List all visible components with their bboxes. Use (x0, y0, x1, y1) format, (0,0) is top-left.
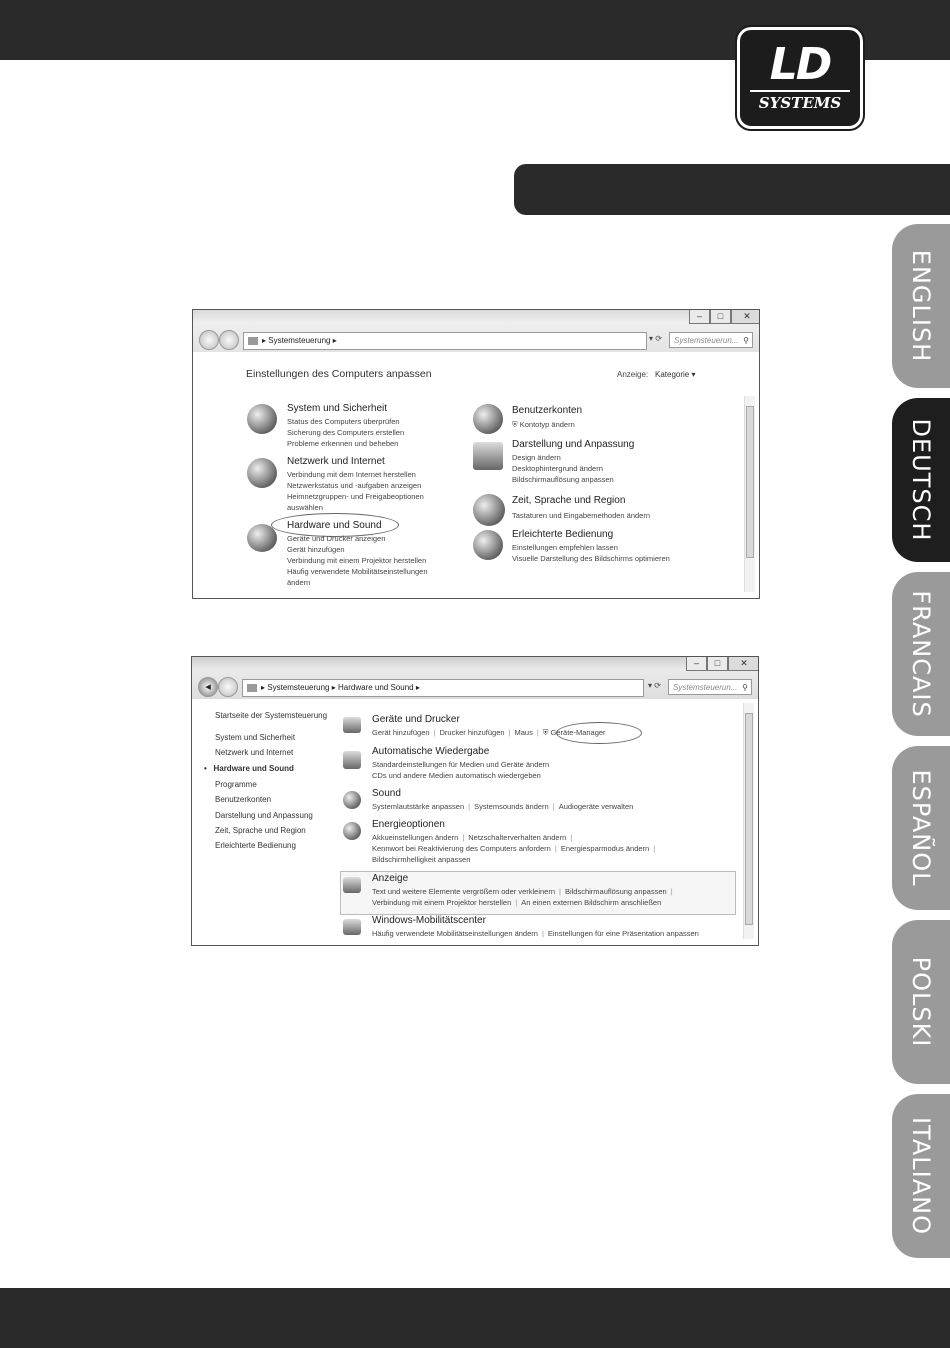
sidebar-item-appearance[interactable]: Darstellung und Anpassung (215, 811, 313, 820)
maximize-button[interactable]: □ (710, 310, 731, 324)
language-tab-polski[interactable] (892, 920, 950, 1084)
link[interactable]: Bildschirmauflösung anpassen (564, 887, 667, 896)
sidebar-item-label: Hardware und Sound (213, 764, 294, 773)
sidebar-item-region[interactable]: Zeit, Sprache und Region (215, 826, 306, 835)
category-link[interactable]: Design ändern (512, 453, 561, 462)
logo-main-text: LD (769, 39, 831, 90)
scrollbar-thumb[interactable] (746, 406, 754, 558)
autoplay-icon[interactable] (343, 751, 361, 769)
maximize-button[interactable]: □ (707, 657, 728, 671)
search-icon: ⚲ (742, 683, 748, 692)
shield-icon: ⛨ (512, 420, 520, 429)
tab-label: FRANCAIS (907, 590, 935, 718)
link[interactable]: Akkueinstellungen ändern (372, 833, 459, 842)
link[interactable]: Häufig verwendete Mobilitätseinstellungen ändern (372, 929, 538, 938)
link[interactable]: Gerät hinzufügen (372, 728, 430, 737)
power-icon[interactable] (343, 822, 361, 840)
sidebar-item-network[interactable]: Netzwerk und Internet (215, 748, 294, 757)
breadcrumb-systemsteuerung[interactable]: Systemsteuerung (267, 683, 330, 692)
category-link[interactable]: Einstellungen empfehlen lassen (512, 543, 618, 552)
link[interactable]: Maus (514, 728, 533, 737)
link[interactable]: Kennwort bei Reaktivierung des Computers anfordern (372, 844, 551, 853)
sidebar-item-system[interactable]: System und Sicherheit (215, 733, 296, 742)
category-link[interactable]: Verbindung mit dem Internet herstellen (287, 470, 416, 479)
section-links: Kennwort bei Reaktivierung des Computers anfordern | Energiesparmodus ändern | (372, 844, 656, 853)
search-placeholder: Systemsteuerun... (673, 683, 738, 692)
security-shield-icon[interactable] (247, 404, 277, 434)
category-title-users[interactable]: Benutzerkonten (512, 405, 583, 416)
tab-label: ESPAÑOL (907, 769, 935, 887)
printer-icon[interactable] (343, 717, 361, 733)
section-links: Systemlautstärke anpassen | Systemsounds ändern | Audiogeräte verwalten (372, 802, 634, 811)
page-heading: Einstellungen des Computers anpassen (246, 368, 432, 380)
category-link[interactable]: Geräte und Drucker anzeigen (287, 534, 386, 543)
back-arrow-icon[interactable] (199, 330, 219, 350)
minimize-button[interactable]: – (689, 310, 710, 324)
refresh-icon[interactable]: ▾ ⟳ (648, 681, 661, 690)
section-links: Akkueinstellungen ändern | Netzschalterverhalten ändern | (372, 833, 573, 842)
control-panel-icon (248, 337, 258, 345)
sidebar-item-hardware-active[interactable]: • Hardware und Sound (204, 764, 294, 773)
address-bar[interactable]: ▸ Systemsteuerung ▸ Hardware und Sound ▸ (242, 679, 644, 697)
control-panel-screenshot-2 (191, 656, 759, 946)
category-title-network[interactable]: Netzwerk und Internet (287, 456, 385, 467)
tab-label: ENGLISH (907, 249, 935, 363)
link[interactable]: CDs und andere Medien automatisch wiedergeben (372, 771, 541, 780)
link[interactable]: Netzschalterverhalten ändern (468, 833, 567, 842)
section-title-sound[interactable]: Sound (372, 788, 401, 799)
category-link[interactable] (512, 419, 575, 430)
breadcrumb-systemsteuerung[interactable]: Systemsteuerung (268, 336, 331, 345)
tab-label: POLSKI (907, 956, 935, 1048)
link[interactable]: Einstellungen für eine Präsentation anpassen (547, 929, 699, 938)
category-link[interactable]: Häufig verwendete Mobilitätseinstellungen (287, 567, 428, 576)
category-link[interactable]: Heimnetzgruppen- und Freigabeoptionen (287, 492, 424, 501)
language-tab-francais[interactable] (892, 572, 950, 736)
link[interactable]: Systemlautstärke anpassen (372, 802, 465, 811)
section-links: Text und weitere Elemente vergrößern oder verkleinern | Bildschirmauflösung anpassen | (372, 887, 673, 896)
link[interactable]: Drucker hinzufügen (439, 728, 505, 737)
section-title-power[interactable]: Energieoptionen (372, 819, 445, 830)
category-link[interactable]: Probleme erkennen und beheben (287, 439, 399, 448)
language-tab-italiano[interactable] (892, 1094, 950, 1258)
language-tab-espanol[interactable] (892, 746, 950, 910)
category-link[interactable]: Gerät hinzufügen (287, 545, 345, 554)
sidebar-item-programs[interactable]: Programme (215, 780, 257, 789)
category-title-system[interactable]: System und Sicherheit (287, 403, 388, 414)
link[interactable]: Verbindung mit einem Projektor herstellen (372, 898, 512, 907)
shield-icon: ⛨ (542, 728, 551, 737)
category-link[interactable]: Verbindung mit einem Projektor herstellen (287, 556, 427, 565)
bottom-footer-bar (0, 1288, 950, 1348)
appearance-icon[interactable] (473, 442, 503, 470)
category-link[interactable]: Desktophintergrund ändern (512, 464, 603, 473)
section-title-display[interactable]: Anzeige (372, 873, 409, 884)
control-panel-icon (247, 684, 257, 692)
forward-arrow-icon[interactable] (218, 677, 238, 697)
clock-globe-icon[interactable] (473, 494, 505, 526)
section-title-autoplay[interactable]: Automatische Wiedergabe (372, 746, 490, 757)
category-link[interactable]: Tastaturen und Eingabemethoden ändern (512, 511, 651, 520)
section-title-band (514, 164, 950, 215)
link[interactable]: Systemsounds ändern (474, 802, 549, 811)
language-tab-deutsch[interactable] (892, 398, 950, 562)
category-title-hardware[interactable]: Hardware und Sound (287, 520, 382, 531)
user-accounts-icon[interactable] (473, 404, 503, 434)
search-input[interactable] (668, 679, 752, 695)
category-link[interactable]: Sicherung des Computers erstellen (287, 428, 405, 437)
logo-sub-text: SYSTEMS (750, 90, 850, 112)
link[interactable]: Audiogeräte verwalten (558, 802, 634, 811)
device-manager-link[interactable]: Geräte-Manager (550, 728, 606, 737)
tab-label: DEUTSCH (907, 418, 935, 542)
category-title-accessibility[interactable]: Erleichterte Bedienung (512, 529, 614, 540)
mobility-center-icon[interactable] (343, 919, 361, 935)
accessibility-icon[interactable] (473, 530, 503, 560)
link[interactable]: Bildschirmhelligkeit anpassen (372, 855, 471, 864)
refresh-icon[interactable]: ▾ ⟳ (649, 334, 662, 343)
category-title-appearance[interactable]: Darstellung und Anpassung (512, 439, 635, 450)
vertical-scrollbar[interactable] (743, 703, 754, 939)
window-controls (689, 310, 760, 324)
category-link[interactable]: Bildschirmauflösung anpassen (512, 475, 614, 484)
address-bar[interactable]: ▸ Systemsteuerung ▸ (243, 332, 647, 350)
highlight-ellipse (556, 722, 642, 744)
link[interactable]: An einen externen Bildschirm anschließen (521, 898, 662, 907)
view-dropdown[interactable]: Kategorie ▾ (655, 370, 696, 379)
sidebar-item-home[interactable]: Startseite der Systemsteuerung (215, 711, 328, 720)
section-title-devices[interactable]: Geräte und Drucker (372, 714, 460, 725)
category-link[interactable]: auswählen (287, 503, 323, 512)
section-links: Verbindung mit einem Projektor herstellen | An einen externen Bildschirm anschließen (372, 898, 662, 907)
link-text: Kontotyp ändern (519, 420, 575, 429)
control-panel-screenshot-1 (192, 309, 760, 599)
section-links: Gerät hinzufügen | Drucker hinzufügen | Maus | ⛨ Geräte-Manager (372, 728, 606, 737)
category-link[interactable]: ändern (287, 578, 311, 587)
scrollbar-thumb[interactable] (745, 713, 753, 925)
minimize-button[interactable]: – (686, 657, 707, 671)
vertical-scrollbar[interactable] (744, 396, 755, 592)
breadcrumb-hardware-sound[interactable]: Hardware und Sound (337, 683, 414, 692)
category-link[interactable]: Status des Computers überprüfen (287, 417, 400, 426)
search-input[interactable] (669, 332, 753, 348)
category-title-region[interactable]: Zeit, Sprache und Region (512, 495, 626, 506)
window-controls (686, 657, 759, 671)
section-links: Häufig verwendete Mobilitätseinstellungen ändern | Einstellungen für eine Präsentation anpassen (372, 929, 699, 938)
close-button[interactable]: ✕ (728, 657, 759, 671)
search-icon: ⚲ (743, 336, 749, 345)
section-title-mobility[interactable]: Windows-Mobilitätscenter (372, 915, 486, 926)
view-label: Anzeige: (617, 370, 649, 379)
display-icon[interactable] (343, 877, 361, 893)
category-link[interactable]: Visuelle Darstellung des Bildschirms optimieren (512, 554, 670, 563)
link[interactable]: Energiesparmodus ändern (560, 844, 650, 853)
link[interactable]: Standardeinstellungen für Medien und Geräte ändern (372, 760, 550, 769)
network-globe-icon[interactable] (247, 458, 277, 488)
close-button[interactable]: ✕ (731, 310, 760, 324)
ld-systems-logo (737, 27, 863, 129)
back-arrow-icon[interactable]: ◂ (198, 677, 218, 697)
sidebar-item-accessibility[interactable]: Erleichterte Bedienung (215, 841, 296, 850)
language-tab-english[interactable] (892, 224, 950, 388)
search-placeholder: Systemsteuerun... (674, 336, 739, 345)
link[interactable]: Text und weitere Elemente vergrößern oder verkleinern (372, 887, 556, 896)
tab-label: ITALIANO (907, 1116, 935, 1236)
speaker-icon[interactable] (343, 791, 361, 809)
sidebar-item-users[interactable]: Benutzerkonten (215, 795, 272, 804)
forward-arrow-icon[interactable] (219, 330, 239, 350)
category-link[interactable]: Netzwerkstatus und -aufgaben anzeigen (287, 481, 422, 490)
